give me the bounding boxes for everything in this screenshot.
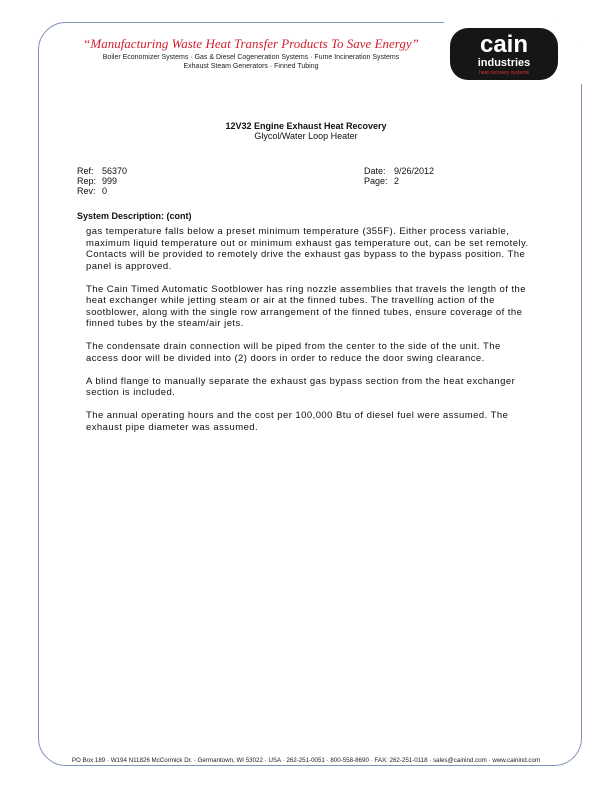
- document-title: [0, 121, 612, 141]
- footer-contact: PO Box 189 · W194 N11826 McCormick Dr. · Germantown, WI 53022 · USA · 262-251-0051 · 800-558-8690 · FAX: 262-251-0118 · sales@cainind.com · www.cainind.com: [71, 757, 541, 764]
- logo-subword: industries: [477, 57, 531, 69]
- ref-label: Ref:: [77, 166, 94, 176]
- rep-label: Rep:: [77, 176, 97, 186]
- rev-row: [77, 186, 127, 196]
- page-label: Page:: [364, 176, 388, 186]
- ref-row: [77, 166, 127, 176]
- paragraph: The annual operating hours and the cost per 100,000 Btu of diesel fuel were assumed. The exhaust pipe diameter was assumed.: [86, 410, 509, 433]
- rep-value: 999: [102, 176, 118, 186]
- paragraph: The Cain Timed Automatic Sootblower has ring nozzle assemblies that travels the length of the heat exchanger while jetting steam or air at the finned tubes. The travelling action of the sootblower, along with the single row arrangement of the finned tubes, ensure coverage of the finned tubes by the steam/air jets.: [86, 283, 527, 329]
- date-label: Date:: [364, 166, 386, 176]
- date-page-info: [364, 166, 434, 186]
- title-sub: Glycol/Water Loop Heater: [254, 131, 358, 141]
- date-row: [364, 166, 434, 176]
- paragraph: gas temperature falls below a preset minimum temperature (355F). Either process variable, maximum liquid temperature out or minimum exhaust gas temperature out, can be set remotely. Contacts will be provided to remotely drive the exhaust gas bypass to the bypass position. The panel is approved.: [86, 226, 529, 272]
- title-main: 12V32 Engine Exhaust Heat Recovery: [225, 121, 387, 131]
- system-description-body: [86, 226, 531, 445]
- rev-value: 0: [102, 186, 108, 196]
- ref-value: 56370: [102, 166, 128, 176]
- cain-industries-logo: [444, 22, 582, 84]
- page-value: 2: [394, 176, 400, 186]
- page-row: [364, 176, 434, 186]
- paragraph: A blind flange to manually separate the exhaust gas bypass section from the heat exchanger section is included.: [86, 375, 516, 398]
- logo-word: cain: [479, 31, 529, 58]
- rev-label: Rev:: [77, 186, 96, 196]
- company-tagline: “Manufacturing Waste Heat Transfer Products To Save Energy”: [83, 36, 419, 51]
- services-line-1: Boiler Economizer Systems · Gas & Diesel Cogeneration Systems · Fume Incineration Systems: [102, 54, 400, 61]
- services-line-2: Exhaust Steam Generators · Finned Tubing: [183, 63, 319, 70]
- logo-tagline: heat recovery systems: [478, 70, 530, 76]
- paragraph: The condensate drain connection will be piped from the center to the side of the unit. The access door will be divided into (2) doors in order to reduce the door swing clearance.: [86, 341, 501, 364]
- section-heading: System Description: (cont): [77, 211, 192, 221]
- rep-row: [77, 176, 127, 186]
- services-list: [56, 53, 446, 71]
- date-value: 9/26/2012: [394, 166, 435, 176]
- reference-info: [77, 166, 127, 196]
